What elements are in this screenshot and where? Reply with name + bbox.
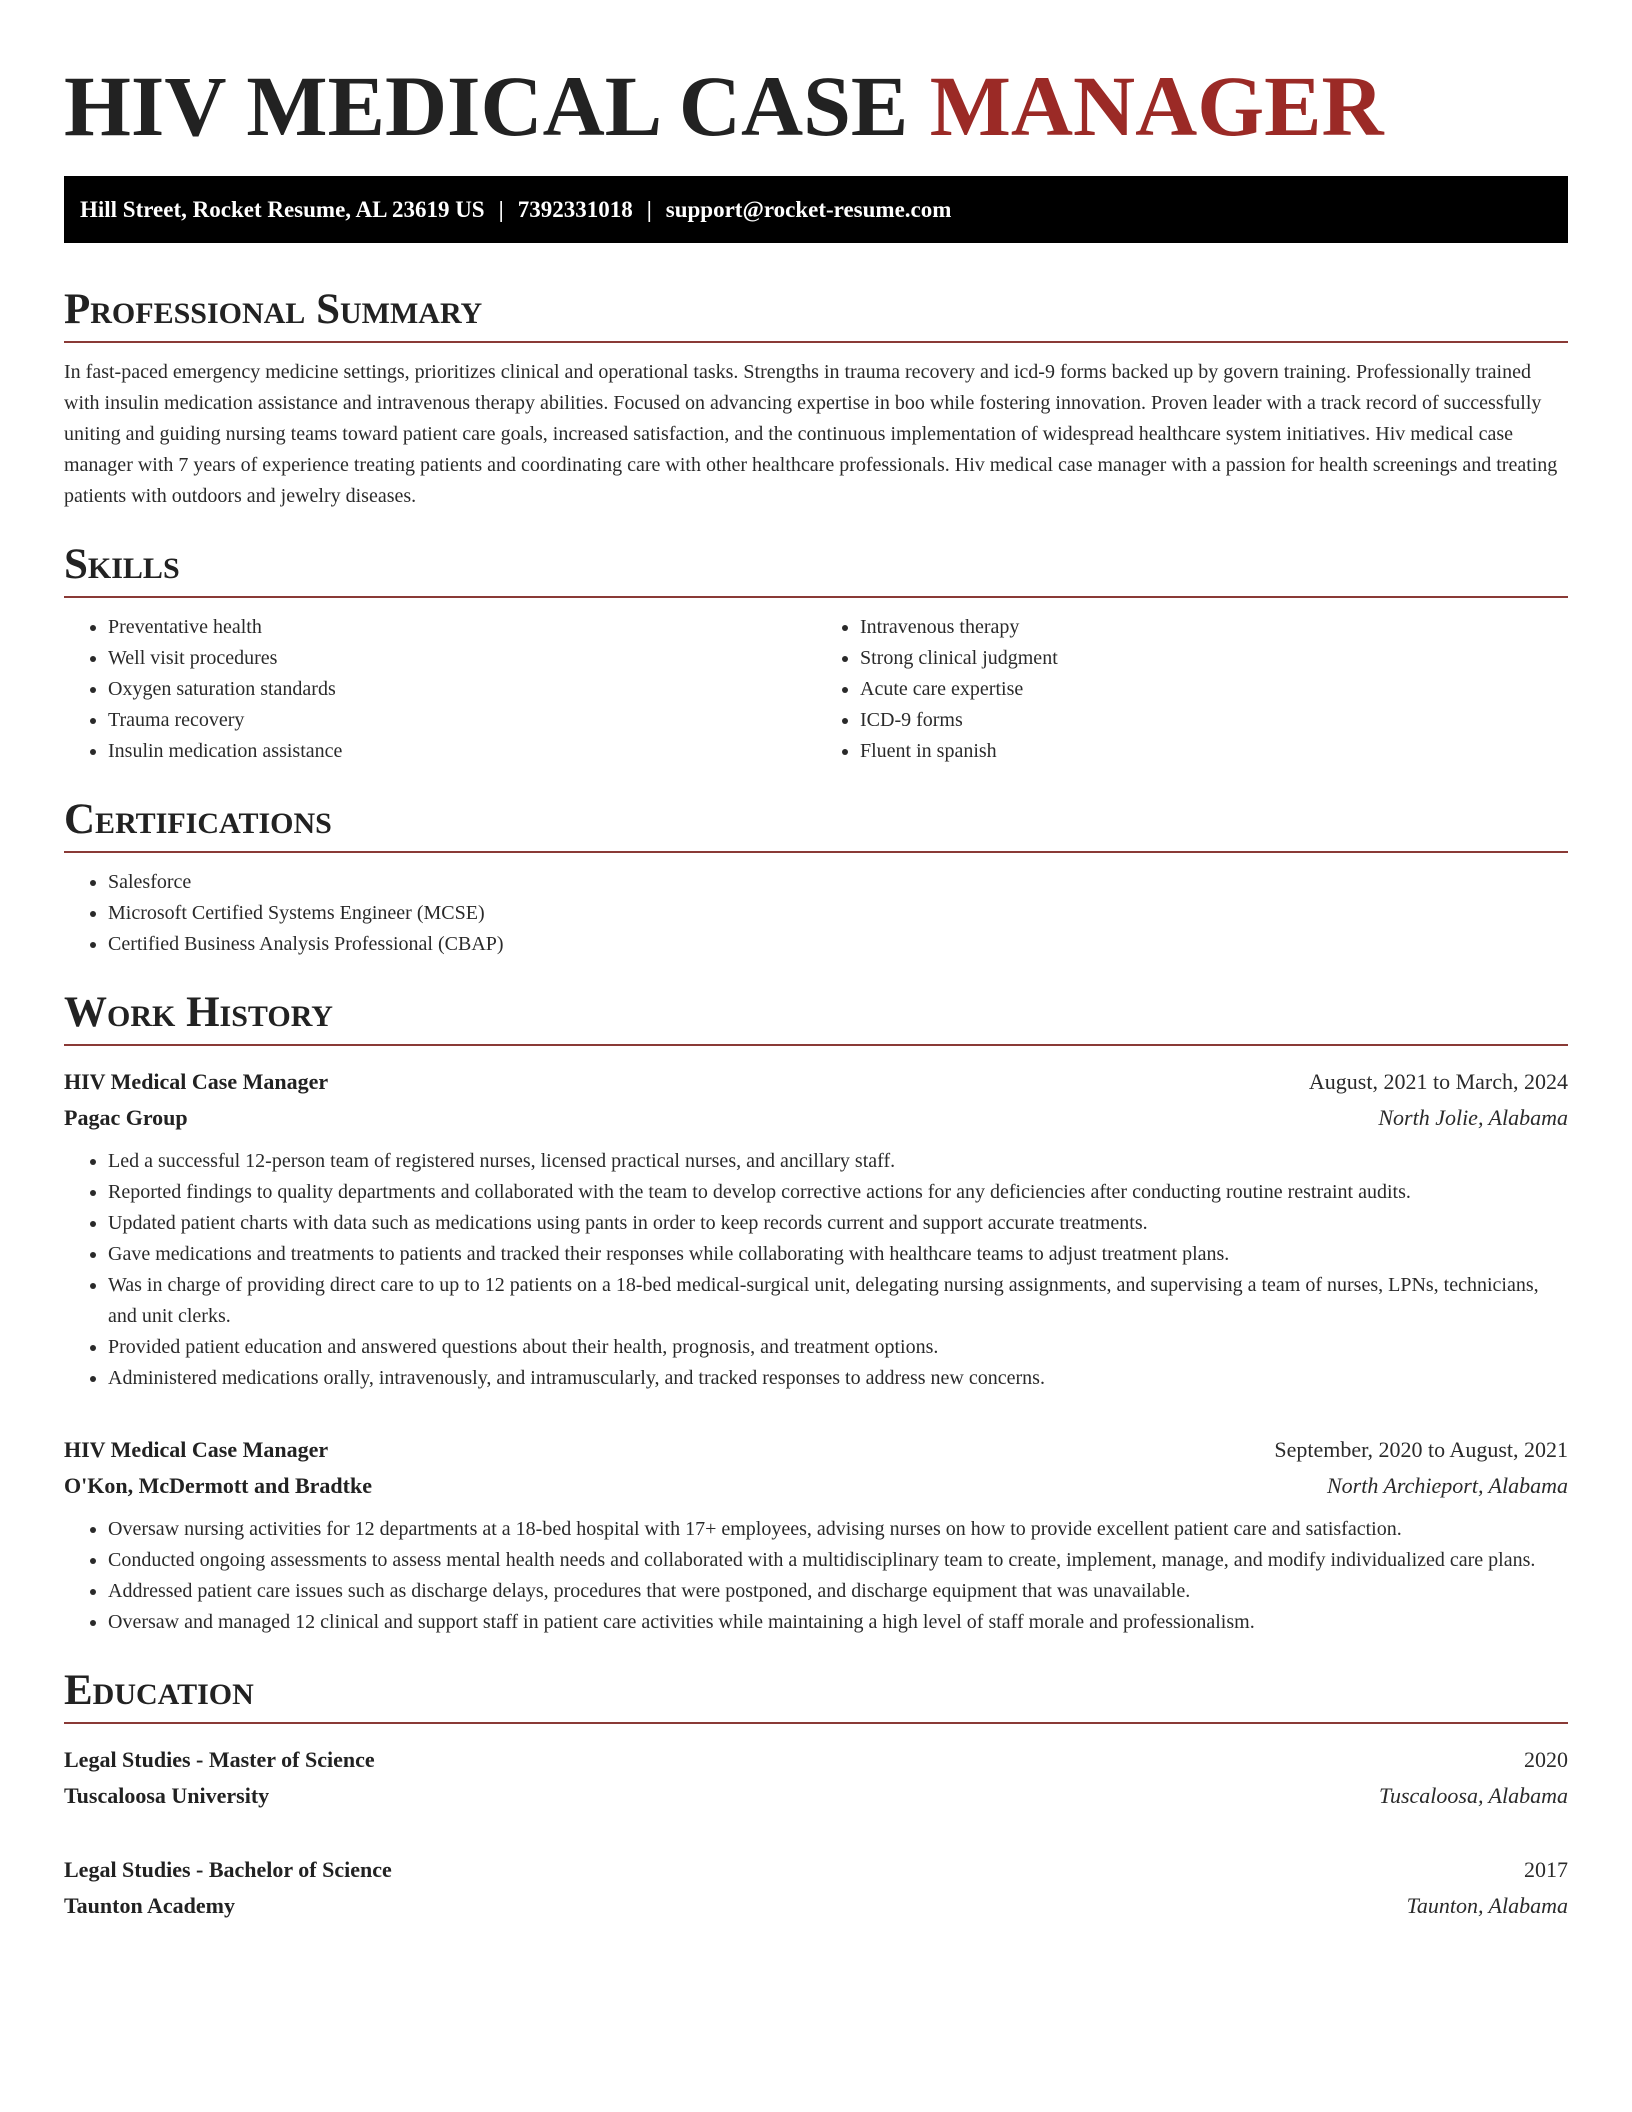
skills-list-right: [816, 612, 1568, 767]
job-dates: August, 2021 to March, 2024: [1308, 1069, 1568, 1094]
skill-item: • Oxygen saturation standards: [108, 674, 816, 705]
education-location: Tuscaloosa, Alabama: [1378, 1783, 1568, 1808]
certification-item: • Certified Business Analysis Professional (CBAP): [108, 929, 1568, 960]
job-bullets: [64, 1514, 1568, 1638]
education-degree: Legal Studies - Bachelor of Science: [64, 1857, 392, 1882]
job-location: North Archieport, Alabama: [1327, 1473, 1568, 1498]
education-year: 2017: [1524, 1857, 1568, 1882]
skill-item: • Fluent in spanish: [860, 736, 1568, 767]
job-header-row: [64, 1432, 1568, 1468]
job-title: HIV Medical Case Manager: [64, 1069, 329, 1094]
title-accent: MANAGER: [929, 58, 1384, 154]
job-dates: September, 2020 to August, 2021: [1274, 1437, 1568, 1462]
certification-item: • Salesforce: [108, 867, 1568, 898]
education-school: Tuscaloosa University: [64, 1783, 270, 1808]
job-company-row: [64, 1468, 1568, 1504]
job-bullet: • Updated patient charts with data such as medications using pants in order to keep records current and support accurate treatments.: [108, 1208, 1568, 1239]
job-bullet: • Gave medications and treatments to patients and tracked their responses while collaborating with healthcare teams to adjust treatment plans.: [108, 1239, 1568, 1270]
skill-item: • Intravenous therapy: [860, 612, 1568, 643]
job-company: Pagac Group: [64, 1105, 188, 1130]
certifications-section: [64, 795, 1568, 960]
education-degree-row: [64, 1852, 1568, 1888]
education-heading: Education: [64, 1666, 1568, 1724]
job-entry: [64, 1064, 1568, 1394]
contact-email[interactable]: support@rocket-resume.com: [665, 197, 952, 222]
summary-text: In fast-paced emergency medicine settings, prioritizes clinical and operational tasks. Strengths in trauma recovery and icd-9 forms backed up by govern training. Professionally trained with insulin medication assistance and intravenous therapy abilities. Focused on advancing expertise in boo while fostering innovation. Proven leader with a track record of successfully uniting and guiding nursing teams toward patient care goals, increased satisfaction, and the continuous implementation of widespread healthcare system initiatives. Hiv medical case manager with 7 years of experience treating patients and coordinating care with other healthcare professionals. Hiv medical case manager with a passion for health screenings and treating patients with outdoors and jewelry diseases.: [64, 361, 1558, 507]
summary-heading: Professional Summary: [64, 285, 1568, 343]
contact-address: Hill Street, Rocket Resume, AL 23619 US: [80, 197, 485, 222]
skills-list-left: [64, 612, 816, 767]
job-company-row: [64, 1100, 1568, 1136]
work-history-heading: Work History: [64, 988, 1568, 1046]
contact-separator: |: [646, 197, 652, 222]
job-bullet: • Conducted ongoing assessments to assess mental health needs and collaborated with a multidisciplinary team to create, implement, manage, and modify individualized care plans.: [108, 1545, 1568, 1576]
education-location: Taunton, Alabama: [1406, 1893, 1568, 1918]
skill-item: • Insulin medication assistance: [108, 736, 816, 767]
title-main: HIV MEDICAL CASE: [64, 58, 909, 154]
contact-phone[interactable]: 7392331018: [517, 197, 633, 222]
job-entry: [64, 1432, 1568, 1638]
certification-item: • Microsoft Certified Systems Engineer (MCSE): [108, 898, 1568, 929]
education-year: 2020: [1524, 1747, 1568, 1772]
education-section: [64, 1666, 1568, 1924]
contact-bar: [64, 176, 1568, 243]
work-history-section: [64, 988, 1568, 1638]
job-bullets: [64, 1146, 1568, 1394]
summary-section: [64, 285, 1568, 512]
resume-page: [64, 0, 1568, 1924]
job-bullet: • Was in charge of providing direct care to up to 12 patients on a 18-bed medical-surgical unit, delegating nursing assignments, and supervising a team of nurses, LPNs, technicians, and unit clerks.: [108, 1270, 1568, 1332]
education-degree: Legal Studies - Master of Science: [64, 1747, 375, 1772]
skills-grid: [64, 598, 1568, 767]
job-bullet: • Led a successful 12-person team of registered nurses, licensed practical nurses, and ancillary staff.: [108, 1146, 1568, 1177]
education-entry: [64, 1742, 1568, 1814]
job-bullet: • Oversaw nursing activities for 12 departments at a 18-bed hospital with 17+ employees, advising nurses on how to provide excellent patient care and satisfaction.: [108, 1514, 1568, 1545]
education-school-row: [64, 1778, 1568, 1814]
job-bullet: • Administered medications orally, intravenously, and intramuscularly, and tracked responses to address new concerns.: [108, 1363, 1568, 1394]
skill-item: • Preventative health: [108, 612, 816, 643]
skill-item: • Well visit procedures: [108, 643, 816, 674]
job-title: HIV Medical Case Manager: [64, 1437, 329, 1462]
skills-section: [64, 540, 1568, 767]
education-degree-row: [64, 1742, 1568, 1778]
skill-item: • Trauma recovery: [108, 705, 816, 736]
skill-item: • Acute care expertise: [860, 674, 1568, 705]
job-company: O'Kon, McDermott and Bradtke: [64, 1473, 372, 1498]
contact-separator: |: [498, 197, 504, 222]
education-entry: [64, 1852, 1568, 1924]
skills-heading: Skills: [64, 540, 1568, 598]
skill-item: • ICD-9 forms: [860, 705, 1568, 736]
skill-item: • Strong clinical judgment: [860, 643, 1568, 674]
job-header-row: [64, 1064, 1568, 1100]
education-school: Taunton Academy: [64, 1893, 235, 1918]
job-bullet: • Addressed patient care issues such as discharge delays, procedures that were postponed, and discharge equipment that was unavailable.: [108, 1576, 1568, 1607]
certifications-heading: Certifications: [64, 795, 1568, 853]
resume-title: [64, 56, 1568, 156]
education-school-row: [64, 1888, 1568, 1924]
job-bullet: • Provided patient education and answered questions about their health, prognosis, and treatment options.: [108, 1332, 1568, 1363]
job-bullet: • Oversaw and managed 12 clinical and support staff in patient care activities while maintaining a high level of staff morale and professionalism.: [108, 1607, 1568, 1638]
job-location: North Jolie, Alabama: [1378, 1105, 1568, 1130]
certifications-list: [64, 867, 1568, 960]
job-bullet: • Reported findings to quality departments and collaborated with the team to develop corrective actions for any deficiencies after conducting routine restraint audits.: [108, 1177, 1568, 1208]
